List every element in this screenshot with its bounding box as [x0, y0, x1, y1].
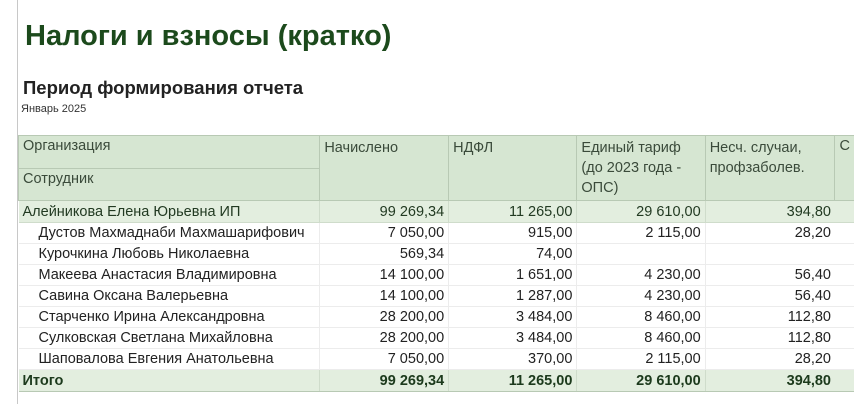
employee-name: Макеева Анастасия Владимировна — [19, 265, 320, 286]
employee-unified-tariff — [577, 244, 705, 265]
employee-accident: 28,20 — [705, 349, 835, 370]
employee-name: Савина Оксана Валерьевна — [19, 286, 320, 307]
total-row[interactable] — [19, 370, 854, 392]
employee-accrued: 28 200,00 — [320, 307, 449, 328]
employee-unified-tariff: 4 230,00 — [577, 286, 705, 307]
employee-accident: 112,80 — [705, 307, 835, 328]
employee-ndfl: 1 651,00 — [449, 265, 577, 286]
header-ndfl[interactable]: НДФЛ — [449, 136, 577, 201]
employee-accident: 56,40 — [705, 286, 835, 307]
organization-name: Алейникова Елена Юрьевна ИП — [19, 201, 320, 223]
header-accident-insurance[interactable]: Несч. случаи, профзаболев. — [705, 136, 835, 201]
employee-accident — [705, 244, 835, 265]
total-label: Итого — [19, 370, 320, 392]
employee-row[interactable] — [19, 307, 854, 328]
employee-next — [835, 223, 854, 244]
employee-accrued: 28 200,00 — [320, 328, 449, 349]
header-next-column[interactable]: С — [835, 136, 854, 201]
org-accident: 394,80 — [705, 201, 835, 223]
employee-unified-tariff: 4 230,00 — [577, 265, 705, 286]
total-next — [835, 370, 854, 392]
employee-accident: 112,80 — [705, 328, 835, 349]
employee-next — [835, 328, 854, 349]
employee-name: Шаповалова Евгения Анатольевна — [19, 349, 320, 370]
employee-next — [835, 265, 854, 286]
period-heading: Период формирования отчета — [23, 77, 304, 98]
total-ndfl: 11 265,00 — [449, 370, 577, 392]
employee-ndfl: 74,00 — [449, 244, 577, 265]
org-ndfl: 11 265,00 — [449, 201, 577, 223]
header-employee[interactable]: Сотрудник — [19, 168, 320, 201]
employee-accident: 56,40 — [705, 265, 835, 286]
employee-row[interactable] — [19, 223, 854, 244]
employee-unified-tariff: 2 115,00 — [577, 223, 705, 244]
employee-next — [835, 244, 854, 265]
employee-row[interactable] — [19, 328, 854, 349]
employee-row[interactable] — [19, 349, 854, 370]
employee-accrued: 14 100,00 — [320, 265, 449, 286]
employee-ndfl: 370,00 — [449, 349, 577, 370]
employee-ndfl: 1 287,00 — [449, 286, 577, 307]
employee-next — [835, 307, 854, 328]
employee-name: Сулковская Светлана Михайловна — [19, 328, 320, 349]
header-accrued[interactable]: Начислено — [320, 136, 449, 201]
employee-unified-tariff: 8 460,00 — [577, 328, 705, 349]
employee-next — [835, 349, 854, 370]
header-unified-tariff[interactable]: Единый тариф (до 2023 года - ОПС) — [577, 136, 705, 201]
employee-accident: 28,20 — [705, 223, 835, 244]
employee-unified-tariff: 8 460,00 — [577, 307, 705, 328]
employee-ndfl: 3 484,00 — [449, 328, 577, 349]
employee-name: Курочкина Любовь Николаевна — [19, 244, 320, 265]
employee-unified-tariff: 2 115,00 — [577, 349, 705, 370]
report-title: Налоги и взносы (кратко) — [25, 20, 392, 52]
employee-accrued: 569,34 — [320, 244, 449, 265]
employee-name: Старченко Ирина Александровна — [19, 307, 320, 328]
employee-row[interactable] — [19, 286, 854, 307]
employee-row[interactable] — [19, 265, 854, 286]
org-accrued: 99 269,34 — [320, 201, 449, 223]
employee-ndfl: 915,00 — [449, 223, 577, 244]
header-organization[interactable]: Организация — [19, 136, 320, 169]
employee-name: Дустов Махмаднаби Махмашарифович — [19, 223, 320, 244]
employee-accrued: 7 050,00 — [320, 223, 449, 244]
employee-row[interactable] — [19, 244, 854, 265]
total-accrued: 99 269,34 — [320, 370, 449, 392]
org-unified-tariff: 29 610,00 — [577, 201, 705, 223]
employee-accrued: 14 100,00 — [320, 286, 449, 307]
employee-ndfl: 3 484,00 — [449, 307, 577, 328]
organization-row[interactable] — [19, 201, 854, 223]
total-unified-tariff: 29 610,00 — [577, 370, 705, 392]
report-table — [18, 135, 854, 392]
period-value: Январь 2025 — [21, 103, 87, 115]
employee-next — [835, 286, 854, 307]
total-accident: 394,80 — [705, 370, 835, 392]
employee-accrued: 7 050,00 — [320, 349, 449, 370]
org-next — [835, 201, 854, 223]
